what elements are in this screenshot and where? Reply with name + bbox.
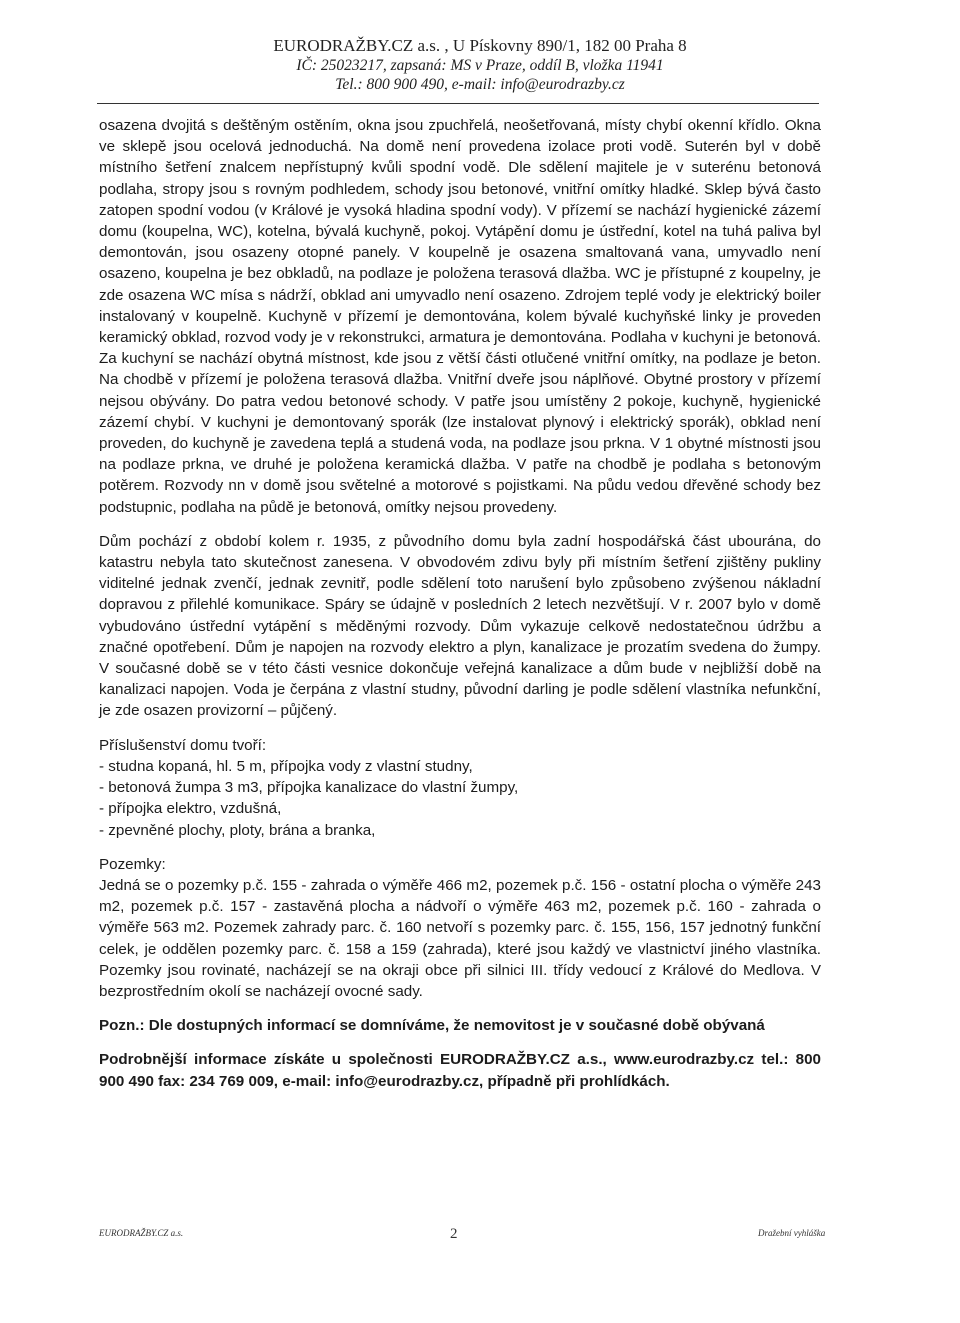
accessories-heading: Příslušenství domu tvoří: (99, 736, 267, 754)
paragraph-building-description: osazena dvojitá s deštěným ostěním, okna jsou zpuchřelá, neošetřovaná, místy chybí okenní křídlo. Okna ve sklepě jsou ocelová jednoduchá. Na domě není provedena izolace proti vodě. Suterén byl v době místního šetření znalcem nepřístupný kvůli spodní vodě. Dle sdělení majitele je v suterénu betonová podlaha, stropy jsou s rovným podhledem, schody jsou betonové, vnitřní omítky hladké. Sklep bývá často zatopen spodní vodou (v Králové je vysoká hladina spodní vody). V přízemí se nachází hygienické zázemí domu (koupelna, WC), kotelna, bývalá kuchyně, pokoj. Vytápění domu je ústřední, kotel na tuhá paliva byl demontován, jsou osazeny otopné panely. V koupelně je osazena smaltovaná vana, umyvadlo není osazeno, koupelna je bez obkladů, na podlaze je položena terasová dlažba. WC je přístupné z koupelny, je zde osazena WC mísa s nádrží, obklad ani umyvadlo není osazeno. Zdrojem teplé vody je elektrický boiler instalovaný v koupelně. Kuchyně v přízemí je demontována, kolem bývalé kuchyňské linky je proveden keramický obklad, rozvod vody je v rekonstrukci, armatura je demontována. Podlaha v kuchyni je betonová. Za kuchyní se nachází obytná místnost, kde jsou z větší části otlučené vnitřní omítky, na podlaze je beton. Na chodbě v přízemí je položena terasová dlažba. Vnitřní dveře jsou náplňové. Obytné prostory v přízemí nejsou obývány. Do patra vedou betonové schody. V patře jsou umístěny 2 pokoje, kuchyně, hygienické zázemí chybí. V kuchyni je demontovaný sporák (lze instalovat plynový i elektrický sporák), obklad není proveden, do kuchyně je zavedena teplá a studená voda, na podlaze jsou prkna. V 1 obytné místnosti jsou na podlaze prkna, ve druhé je položena keramická dlažba. V patře na chodbě je podlaha s betonovým potěrem. Rozvody nn v domě jsou světelné a motorové s pojistkami. Na půdu vedou dřevěné schody bez podstupnic, podlaha na půdě je betonová, omítky nejsou provedeny. (99, 117, 821, 516)
paragraph-building-history: Dům pochází z období kolem r. 1935, z původního domu byla zadní hospodářská část ubourána, do katastru nebyla tato skutečnost zanesena. V obvodovém zdivu byly při místním šetření zjištěny pukliny viditelné jednak zvenčí, jednak zevnitř, podle sdělení toto narušení bylo způsobeno zvýšenou nákladní dopravou z přilehlé komunikace. Spáry se údajně v posledních 2 letech nezvětšují. V r. 2007 bylo v domě vybudováno ústřední vytápění s měděnými rozvody. Dům vykazuje celkově nedostatečnou údržbu a značné opotřebení. Dům je napojen na rozvody elektro a plyn, kanalizace je prozatím svedena do žumpy. V současné době se v této části vesnice dokončuje veřejná kanalizace a dům bude v nejbližší době na kanalizaci napojen. Voda je čerpána z vlastní studny, původní darling je podle sdělení vlastníka nefunkční, je zde osazen provizorní – půjčený. (99, 532, 821, 720)
note-paragraph: Pozn.: Dle dostupných informací se domníváme, že nemovitost je v současné době obývaná (99, 1017, 765, 1035)
accessories-item: - zpevněné plochy, ploty, brána a branka, (99, 821, 376, 839)
contact-paragraph: Podrobnější informace získáte u společnosti EURODRAŽBY.CZ a.s., www.eurodrazby.cz tel.: 800 900 490 fax: 234 769 009, e-mail: info@eurodrazby.cz, případně při prohlídkách. (99, 1051, 821, 1090)
accessories-item: - přípojka elektro, vzdušná, (99, 800, 282, 818)
accessories-item: - betonová žumpa 3 m3, přípojka kanalizace do vlastní žumpy, (99, 779, 519, 797)
company-line: EURODRAŽBY.CZ a.s. , U Pískovny 890/1, 182 00 Praha 8 (273, 36, 687, 55)
page-number: 2 (450, 1226, 458, 1242)
registration-line: IČ: 25023217, zapsaná: MS v Praze, oddíl B, vložka 11941 (296, 57, 664, 74)
footer-document-title: Dražební vyhláška (758, 1228, 826, 1238)
land-heading: Pozemky: (99, 855, 166, 873)
footer-company: EURODRAŽBY.CZ a.s. (99, 1228, 184, 1238)
header-divider (97, 103, 819, 104)
paragraph-land: Jedná se o pozemky p.č. 155 - zahrada o výměře 466 m2, pozemek p.č. 156 - ostatní plocha o výměře 243 m2, pozemek p.č. 157 - zastavěná plocha a nádvoří o výměře 463 m2, pozemek p.č. 160 - zahrada o výměře 563 m2. Pozemek zahrady parc. č. 160 netvoří s pozemky parc. č. 155, 156, 157 jednotný funkční celek, je oddělen pozemky parc. č. 158 a 159 (zahrada), které jsou každý ve vlastnictví jiného vlastníka. Pozemky jsou rovinaté, nacházejí se na okraji obce při silnici III. třídy vedoucí z Králové do Medlova. V bezprostředním okolí se nacházejí ovocné sady. (99, 876, 821, 1000)
document-body (99, 115, 821, 1092)
accessories-item: - studna kopaná, hl. 5 m, přípojka vody z vlastní studny, (99, 757, 473, 775)
contact-line: Tel.: 800 900 490, e-mail: info@eurodrazby.cz (335, 76, 625, 93)
letterhead (0, 36, 960, 94)
